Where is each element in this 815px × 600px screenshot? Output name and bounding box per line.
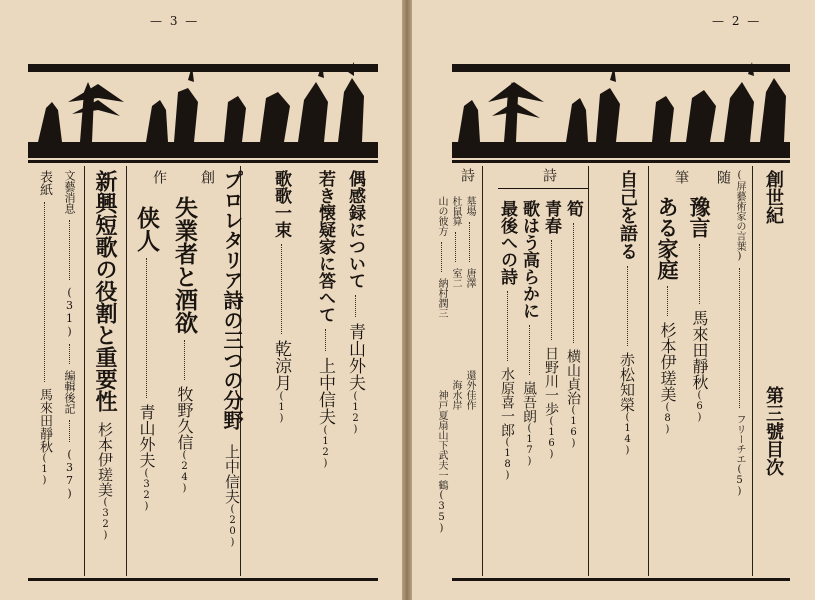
silhouette-frieze: [452, 62, 790, 158]
frieze-art: [28, 62, 378, 158]
book-gutter: [402, 0, 412, 600]
section-label: 筆: [673, 170, 689, 184]
section-label: 詩: [459, 168, 475, 182]
footer-rule: [452, 578, 790, 581]
frieze-base-rule: [28, 160, 378, 163]
section-label: 作: [151, 170, 167, 184]
toc-entry: プロレタリア詩の三つの分野上中信夫(20): [220, 170, 244, 548]
toc-entry: 若き懐疑家に答へて上中信夫(12): [315, 170, 335, 469]
column-divider: [648, 166, 649, 576]
toc-entry: ある家庭杉本伊瑳美(8): [655, 196, 680, 435]
toc-entry: 山の彼方納村潤三神戸夏扇山下武夫一鶴(35): [436, 196, 447, 534]
silhouette-frieze: [28, 62, 378, 158]
toc-entry: 新興短歌の役割と重要性杉本伊瑳美(32): [92, 170, 118, 541]
column-divider: [752, 166, 753, 576]
toc-entry: 文藝消息(31)編輯後記(37): [63, 170, 76, 500]
toc-entry: 失業者と酒欲牧野久信(24): [171, 196, 198, 494]
left-page: [0, 0, 402, 600]
toc-entry: 墓場唐澤還外佳作: [464, 196, 475, 410]
frieze-base-rule: [452, 160, 790, 163]
frieze-art: [452, 62, 790, 158]
section-label: 詩: [541, 168, 557, 182]
page-number: — 2 —: [712, 14, 762, 28]
footer-rule: [28, 578, 378, 581]
toc-entry: 偶感録について青山外夫(12): [345, 170, 365, 435]
section-rule: [498, 188, 588, 189]
section-label: 随: [715, 170, 731, 184]
toc-entry: 豫言馬來田靜秋(6): [687, 196, 712, 423]
right-page: [412, 0, 815, 600]
column-divider: [482, 166, 483, 576]
column-divider: [126, 166, 127, 576]
toc-entry: 歌歌一束乾涼月(1): [271, 170, 291, 424]
column-divider: [588, 166, 589, 576]
section-label: 創: [199, 170, 215, 184]
toc-entry: 歌はう高らかに嵐吾朗(17): [519, 200, 539, 467]
toc-entry: 杜鼠算室二海水岸: [450, 196, 461, 410]
toc-entry: 青春日野川一歩(16): [541, 200, 561, 460]
toc-entry: 創世紀第三號目次: [763, 170, 784, 476]
toc-entry: 筍横山貞治(16): [563, 200, 583, 449]
toc-entry: (屏藝術家の言葉)フリーチエ(5): [734, 170, 745, 497]
column-divider: [84, 166, 85, 576]
toc-entry: 表紙馬來田靜秋(1): [37, 170, 52, 486]
toc-entry: 最後への詩水原喜一郎(18): [497, 200, 517, 481]
toc-entry: 侠人青山外夫(32): [133, 206, 160, 512]
toc-entry: 自己を語る赤松知榮(14): [617, 170, 638, 456]
page-number: — 3 —: [150, 14, 200, 28]
